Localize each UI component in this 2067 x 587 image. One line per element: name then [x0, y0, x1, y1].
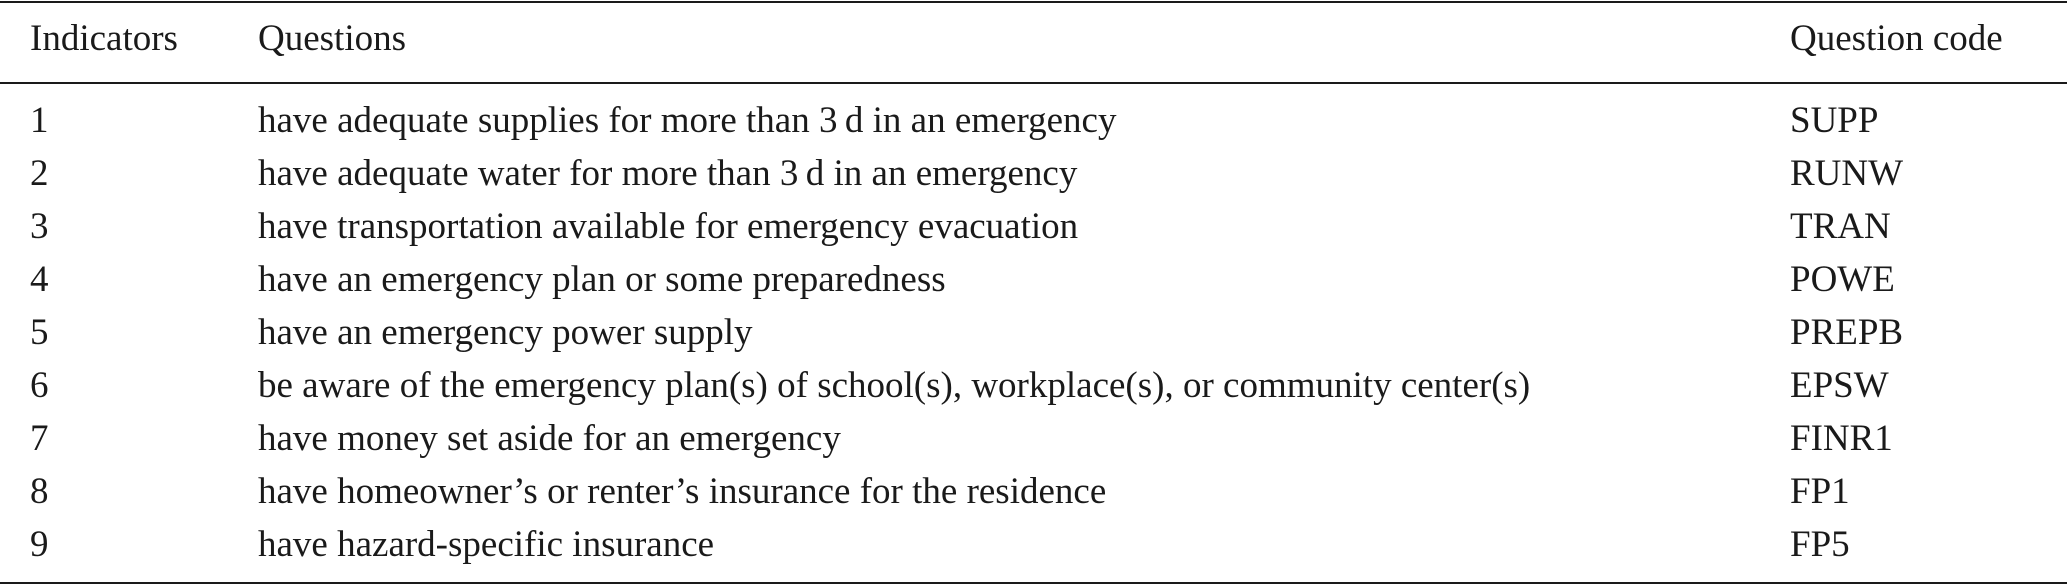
- bottom-rule: [0, 582, 2067, 584]
- question-cell: have homeowner’s or renter’s insurance for the residence: [258, 471, 1107, 512]
- code-cell: RUNW: [1790, 153, 1904, 194]
- code-cell: TRAN: [1790, 206, 1891, 247]
- code-cell: EPSW: [1790, 365, 1889, 406]
- indicator-cell: 2: [30, 153, 49, 194]
- code-cell: FP1: [1790, 471, 1850, 512]
- table-row: [0, 364, 2067, 417]
- header-indicators: Indicators: [30, 18, 178, 59]
- header-question-code: Question code: [1790, 18, 2003, 59]
- indicator-cell: 3: [30, 206, 49, 247]
- question-cell: have transportation available for emergency evacuation: [258, 206, 1079, 247]
- table-row: [0, 523, 2067, 576]
- indicator-cell: 6: [30, 365, 49, 406]
- table-row: [0, 258, 2067, 311]
- table-row: [0, 470, 2067, 523]
- code-cell: FINR1: [1790, 418, 1893, 459]
- question-cell: have an emergency power supply: [258, 312, 753, 353]
- table-row: [0, 152, 2067, 205]
- indicator-cell: 8: [30, 471, 49, 512]
- header-rule: [0, 82, 2067, 84]
- question-cell: have hazard-specific insurance: [258, 524, 715, 565]
- indicator-cell: 1: [30, 100, 49, 141]
- code-cell: SUPP: [1790, 100, 1879, 141]
- indicator-cell: 7: [30, 418, 49, 459]
- question-cell: have adequate water for more than 3 d in an emergency: [258, 153, 1078, 194]
- code-cell: PREPB: [1790, 312, 1904, 353]
- table-row: [0, 99, 2067, 152]
- question-cell: have money set aside for an emergency: [258, 418, 841, 459]
- table-row: [0, 311, 2067, 364]
- top-rule: [0, 1, 2067, 3]
- indicator-cell: 4: [30, 259, 49, 300]
- table-row: [0, 417, 2067, 470]
- indicator-cell: 9: [30, 524, 49, 565]
- question-cell: have an emergency plan or some preparedness: [258, 259, 946, 300]
- question-cell: be aware of the emergency plan(s) of school(s), workplace(s), or community center(s): [258, 365, 1531, 406]
- table-row: [0, 205, 2067, 258]
- code-cell: POWE: [1790, 259, 1895, 300]
- indicator-cell: 5: [30, 312, 49, 353]
- header-questions: Questions: [258, 18, 406, 59]
- code-cell: FP5: [1790, 524, 1850, 565]
- question-cell: have adequate supplies for more than 3 d in an emergency: [258, 100, 1117, 141]
